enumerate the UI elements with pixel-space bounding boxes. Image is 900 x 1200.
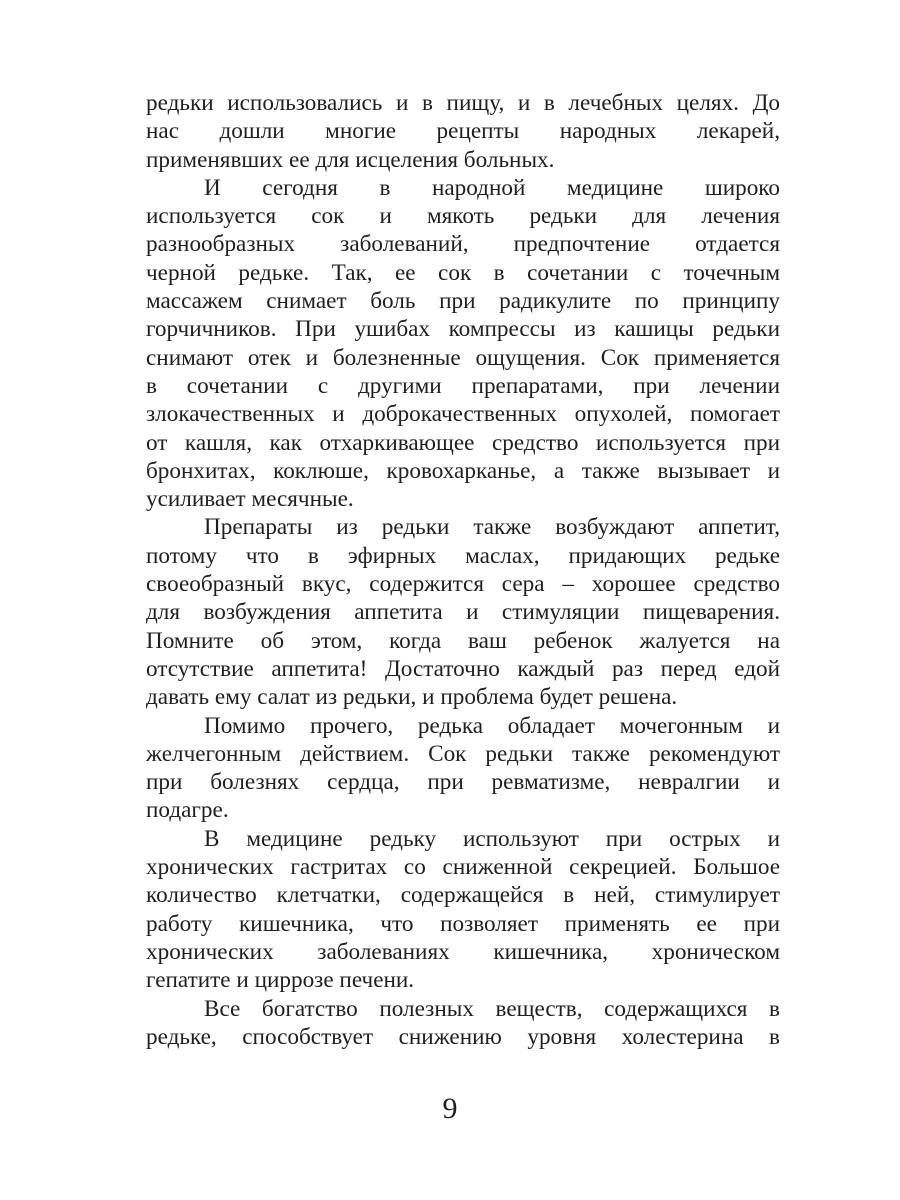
paragraph xyxy=(146,712,780,825)
text-line: усиливает месячные. xyxy=(146,486,354,513)
text-line: нас дошли многие рецепты народных лекарей, xyxy=(146,118,780,145)
text-line: гепатите и циррозе печени. xyxy=(146,967,415,994)
text-line: от кашля, как отхаркивающее средство используется при xyxy=(146,429,780,456)
text-line: В медицине редьку используют при острых и xyxy=(204,825,780,852)
text-line: отсутствие аппетита! Достаточно каждый раз перед едой xyxy=(146,655,780,682)
text-line: редьке, способствует снижению уровня холестерина в xyxy=(146,1023,780,1050)
text-line: И сегодня в народной медицине широко xyxy=(204,174,780,201)
text-line: давать ему салат из редьки, и проблема будет решена. xyxy=(146,684,678,711)
text-line: снимают отек и болезненные ощущения. Сок применяется xyxy=(146,344,780,371)
body-text xyxy=(146,89,780,1051)
text-line: работу кишечника, что позволяет применять ее при xyxy=(146,910,780,937)
text-line: потому что в эфирных маслах, придающих редьке xyxy=(146,542,780,569)
text-line: злокачественных и доброкачественных опухолей, помогает xyxy=(146,401,780,428)
text-line: количество клетчатки, содержащейся в ней, стимулирует xyxy=(146,882,780,909)
text-line: своеобразный вкус, содержится сера – хорошее средство xyxy=(146,571,780,598)
text-line: Помимо прочего, редька обладает мочегонным и xyxy=(204,712,780,739)
page-number: 9 xyxy=(442,1092,458,1125)
text-line: Все богатство полезных веществ, содержащихся в xyxy=(204,995,780,1022)
text-line: подагре. xyxy=(146,797,229,824)
text-line: применявших ее для исцеления больных. xyxy=(146,146,555,173)
paragraph xyxy=(146,995,780,1052)
text-line: хронических гастритах со сниженной секрецией. Большое xyxy=(146,854,780,881)
text-line: в сочетании с другими препаратами, при лечении xyxy=(146,372,780,399)
text-line: используется сок и мякоть редьки для лечения xyxy=(146,203,780,230)
paragraph xyxy=(146,89,780,174)
text-line: хронических заболеваниях кишечника, хроническом xyxy=(146,938,780,965)
text-line: желчегонным действием. Сок редьки также рекомендуют xyxy=(146,740,780,767)
text-line: Препараты из редьки также возбуждают аппетит, xyxy=(204,514,780,541)
text-line: редьки использовались и в пищу, и в лечебных целях. До xyxy=(146,90,780,116)
paragraph xyxy=(146,513,780,711)
text-line: массажем снимает боль при радикулите по принципу xyxy=(146,288,780,315)
text-line: для возбуждения аппетита и стимуляции пищеварения. xyxy=(146,599,780,626)
text-line: черной редьке. Так, ее сок в сочетании с точечным xyxy=(146,259,780,286)
paragraph xyxy=(146,825,780,995)
text-line: Помните об этом, когда ваш ребенок жалуется на xyxy=(146,627,780,654)
paragraph xyxy=(146,174,780,514)
text-line: горчичников. При ушибах компрессы из кашицы редьки xyxy=(146,316,780,343)
text-line: разнообразных заболеваний, предпочтение отдается xyxy=(146,231,780,258)
text-line: бронхитах, коклюше, кровохарканье, а также вызывает и xyxy=(146,457,780,484)
text-line: при болезнях сердца, при ревматизме, невралгии и xyxy=(146,769,780,796)
